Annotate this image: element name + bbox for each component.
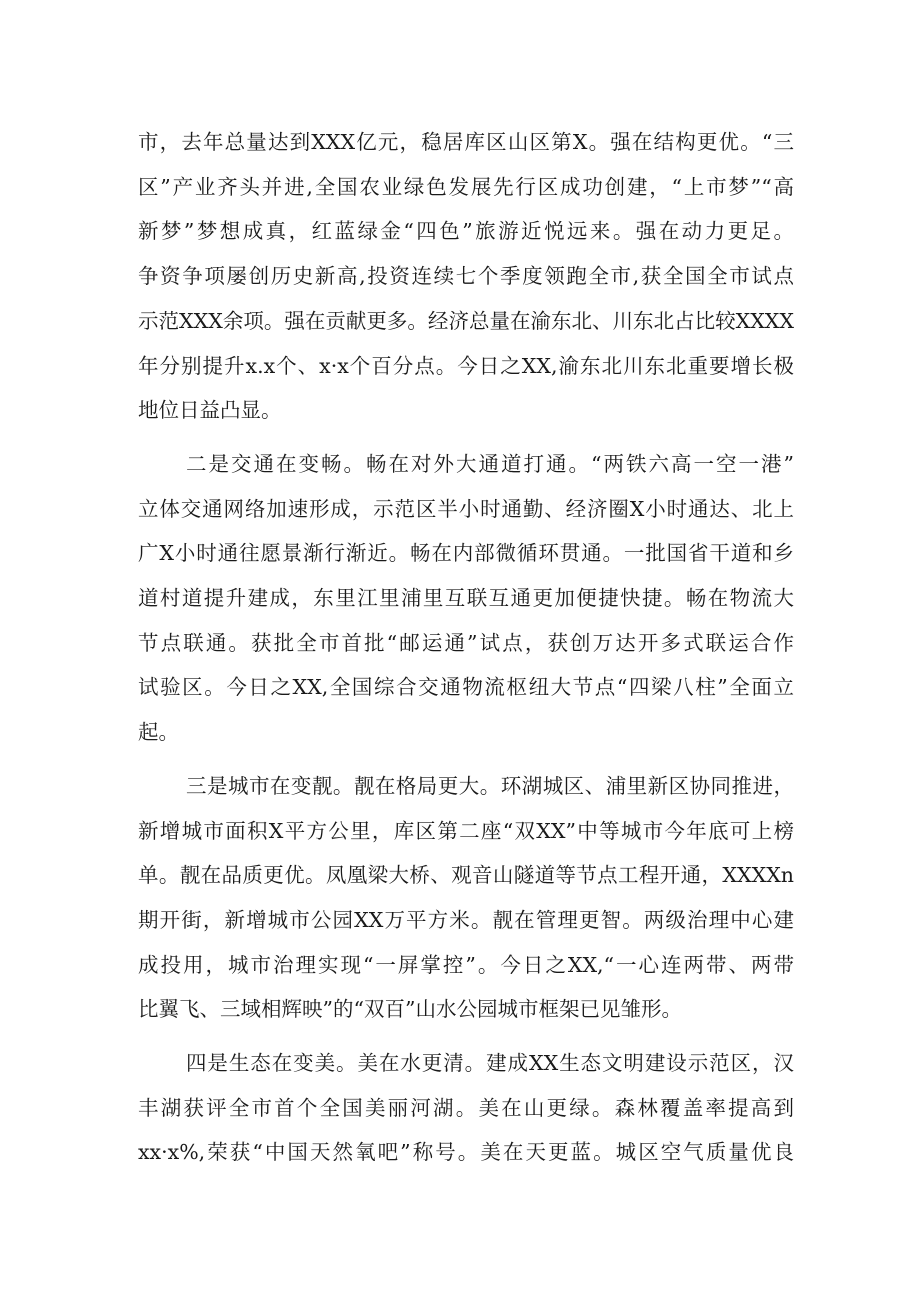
text-line: 二是交通在变畅。畅在对外大通道打通。“两铁六高一空一港” bbox=[186, 451, 794, 476]
paragraph-city bbox=[138, 764, 794, 1032]
text-line: 成投用，城市治理实现“一屏掌控”。今日之XX,“一心连两带、两带 bbox=[138, 952, 794, 977]
text-line: 示范XXX余项。强在贡献更多。经济总量在渝东北、川东北占比较XXXX bbox=[138, 308, 794, 333]
paragraph-transport bbox=[138, 442, 794, 755]
text-line: 立体交通网络加速形成，示范区半小时通勤、经济圈X小时通达、北上 bbox=[138, 496, 794, 521]
text-line: 四是生态在变美。美在水更清。建成XX生态文明建设示范区，汉 bbox=[186, 1051, 794, 1076]
document-body bbox=[138, 120, 794, 1175]
text-line: 节点联通。获批全市首批“邮运通”试点，获创万达开多式联运合作 bbox=[138, 630, 794, 655]
text-line: 市，去年总量达到XXX亿元，稳居库区山区第X。强在结构更优。“三 bbox=[138, 130, 794, 154]
paragraph-economy bbox=[138, 120, 794, 433]
text-line: 试验区。今日之XX,全国综合交通物流枢纽大节点“四梁八柱”全面立 bbox=[138, 675, 794, 700]
paragraph-ecology bbox=[138, 1041, 794, 1175]
text-line: 新梦”梦想成真，红蓝绿金“四色”旅游近悦远来。强在动力更足。 bbox=[138, 219, 794, 244]
text-line: 区”产业齐头并进,全国农业绿色发展先行区成功创建，“上市梦”“高 bbox=[138, 174, 794, 199]
text-line: 起。 bbox=[138, 720, 179, 745]
text-line: 广X小时通往愿景渐行渐近。畅在内部微循环贯通。一批国省干道和乡 bbox=[138, 541, 794, 566]
text-line: 新增城市面积X平方公里，库区第二座“双XX”中等城市今年底可上榜 bbox=[138, 818, 794, 843]
text-line: xx·x%,荣获“中国天然氧吧”称号。美在天更蓝。城区空气质量优良 bbox=[138, 1140, 794, 1165]
text-line: 年分别提升x.x个、x·x个百分点。今日之XX,渝东北川东北重要增长极 bbox=[138, 353, 794, 378]
text-line: 丰湖获评全市首个全国美丽河湖。美在山更绿。森林覆盖率提高到 bbox=[138, 1095, 794, 1120]
text-line: 单。靓在品质更优。凤凰梁大桥、观音山隧道等节点工程开通，XXXXn bbox=[138, 863, 794, 888]
text-line: 争资争项屡创历史新高,投资连续七个季度领跑全市,获全国全市试点 bbox=[138, 264, 794, 289]
text-line: 比翼飞、三域相辉映”的“双百”山水公园城市框架已见雏形。 bbox=[138, 997, 682, 1022]
text-line: 道村道提升建成，东里江里浦里互联互通更加便捷快捷。畅在物流大 bbox=[138, 586, 794, 611]
text-line: 三是城市在变靓。靓在格局更大。环湖城区、浦里新区协同推进， bbox=[186, 773, 794, 798]
text-line: 期开街，新增城市公园XX万平方米。靓在管理更智。两级治理中心建 bbox=[138, 907, 794, 932]
text-line: 地位日益凸显。 bbox=[138, 398, 282, 423]
